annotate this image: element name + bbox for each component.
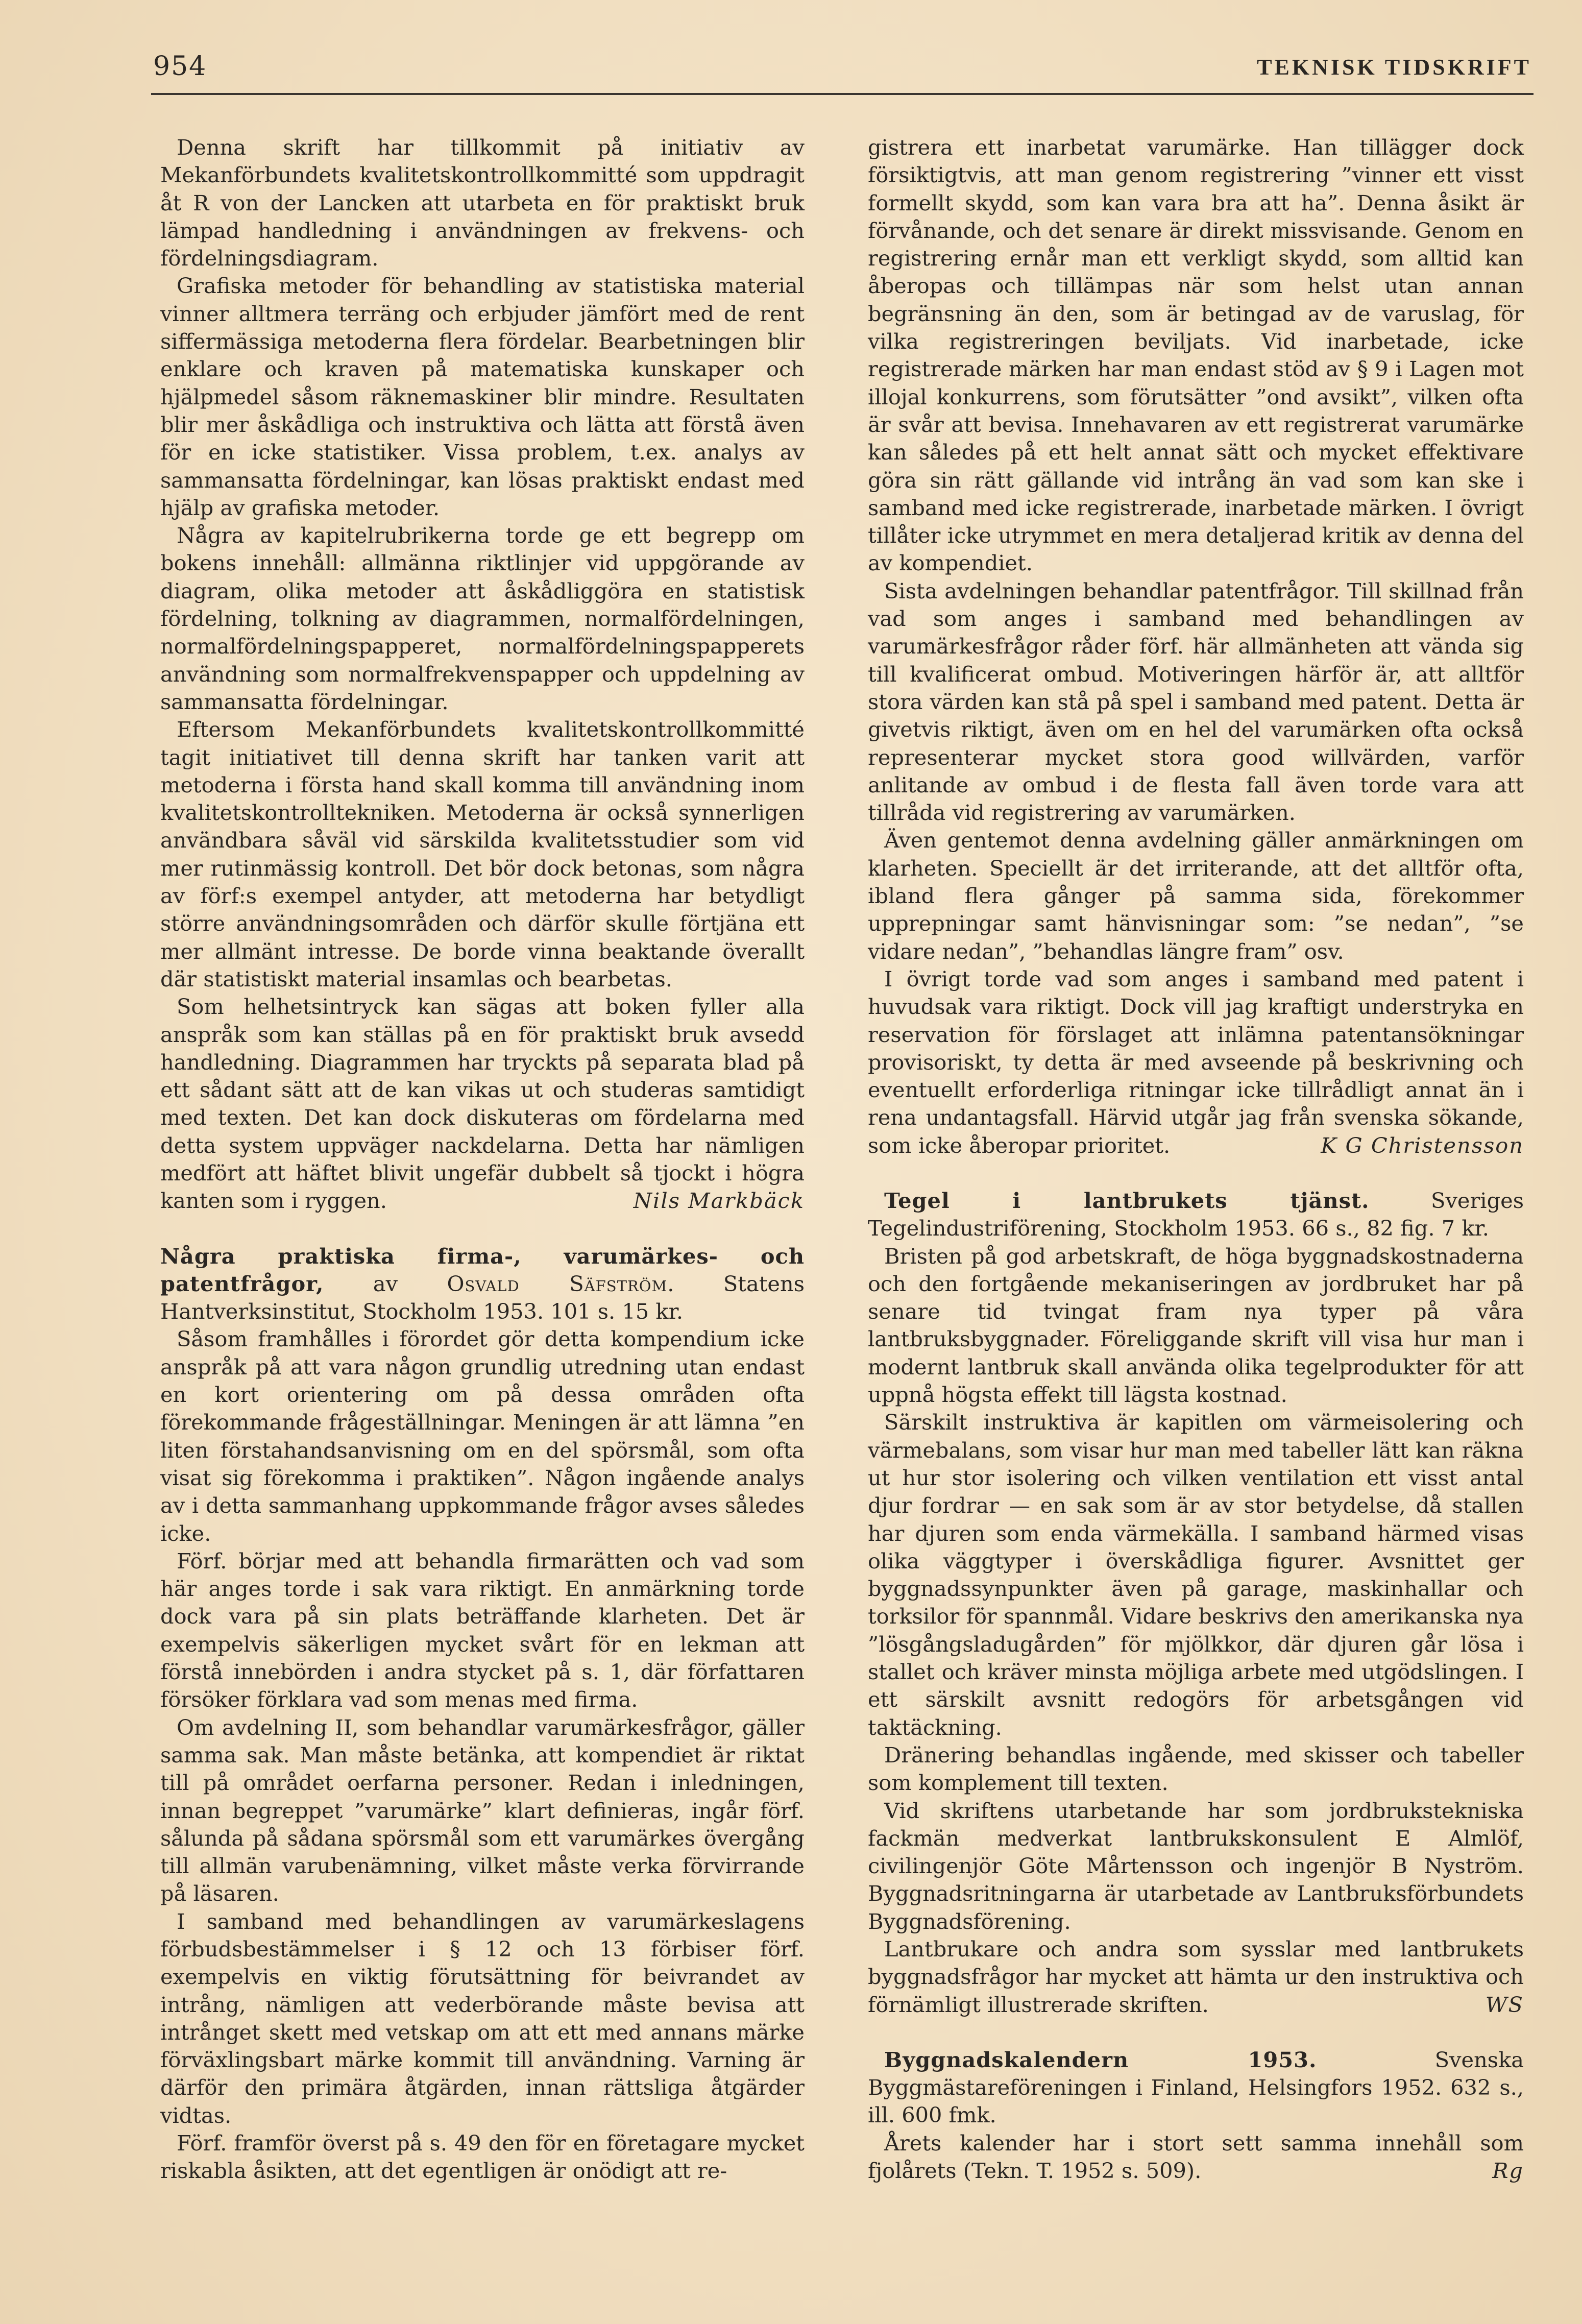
review2-paragraph: Även gentemot denna avdelning gäller anmärkningen om klarheten. Speciellt är det irriterande, att det alltför ofta, ibland flera gånger på samma sida, förekommer upprepningar samt hänvisningar som: ”se nedan”, ”se vidare nedan”, ”behandlas längre fram” osv. <box>868 828 1524 964</box>
review1-paragraph: Eftersom Mekanförbundets kvalitetskontrollkommitté tagit initiativet till denna skrift har tanken varit att metoderna i första hand skall komma till användning inom kvalitetskontrolltekniken. Metoderna är också synnerligen användbara såväl vid särskilda kvalitetsstudier som vid mer rutinmässig kontroll. Det bör dock betonas, som några av förf:s exempel antyder, att metoderna har betydligt större användningsområden och därför skulle förtjäna ett mer allmänt intresse. De borde vinna beaktande överallt där statistiskt material insamlas och bearbetas. <box>160 717 805 991</box>
review3-paragraph: Vid skriftens utarbetande har som jordbrukstekniska fackmän medverkat lantbrukskonsulent E Almlöf, civilingenjör Göte Mårtensson och ingenjör B Nyström. Byggnadsritningarna är utarbetade av Lantbruksförbundets Byggnadsförening. <box>868 1798 1524 1934</box>
review2-paragraph <box>868 965 1524 1159</box>
review1-paragraph: Grafiska metoder för behandling av statistiska material vinner alltmera terräng och erbjuder jämfört med de rent siffermässiga metoderna flera fördelar. Bearbetningen blir enklare och kraven på matematiska kunskaper och hjälpmedel såsom räknemaskiner blir mindre. Resultaten blir mer åskådliga och instruktiva och lätta att förstå även för en icke statistiker. Vissa problem, t.ex. analys av sammansatta fördelningar, kan lösas praktiskt endast med hjälp av grafiska metoder. <box>160 273 805 520</box>
review1-text: Som helhetsintryck kan sägas att boken fyller alla anspråk som kan ställas på en för praktiskt bruk avsedd handledning. Diagrammen har tryckts på separata blad på ett sådant sätt att de kan vikas ut och studeras samtidigt med texten. Det kan dock diskuteras om fördelarna med detta system uppväger nackdelarna. Detta har nämligen medfört att häftet blivit ungefär dubbelt så tjockt i högra kanten som i ryggen. <box>160 994 805 1214</box>
review2-info: . Statens Hantverksinstitut, Stockholm 1953. 101 s. 15 kr. <box>160 1271 805 1324</box>
review3-info: Sveriges Tegelindustriförening, Stockholm 1953. 66 s., 82 fig. 7 kr. <box>868 1188 1524 1241</box>
review1-paragraph: Denna skrift har tillkommit på initiativ av Mekanförbundets kvalitetskontrollkommitté som uppdragit åt R von der Lancken att utarbeta en för praktiskt bruk lämpad handledning i användningen av frekvens- och fördelningsdiagram. <box>160 135 805 271</box>
review4-title: Byggnadskalendern 1953. <box>884 2047 1317 2072</box>
review1-paragraph: Några av kapitelrubrikerna torde ge ett begrepp om bokens innehåll: allmänna riktlinjer vid uppgörande av diagram, olika metoder att åskådliggöra en statistisk fördelning, tolkning av diagrammen, normalfördelningen, normalfördelningspapperet, normalfördelningspapperets användning som normalfrekvenspapper och uppdelning av sammansatta fördelningar. <box>160 523 805 714</box>
review2-paragraph: Sista avdelningen behandlar patentfrågor. Till skillnad från vad som anges i samband med behandlingen av varumärkesfrågor råder förf. här allmänheten att vända sig till kvalificerat ombud. Motiveringen härför är, att alltför stora värden kan stå på spel i samband med patent. Detta är givetvis riktigt, även om en hel del varumärken ofta också representerar mycket stora good willvärden, varför anlitande av ombud i de flesta fall även torde vara att tillråda vid registrering av varumärken. <box>868 578 1524 826</box>
review2-paragraph: I samband med behandlingen av varumärkeslagens förbudsbestämmelser i § 12 och 13 förbiser förf. exempelvis en viktig förutsättning för beivrandet av intrång, nämligen att vederbörande måste bevisa att intrånget skett med vetskap om att ett med annans märke förväxlingsbart märke kommit till användning. Varning är därför den primära åtgärden, innan rättsliga åtgärder vidtas. <box>160 1908 805 2128</box>
review-separator <box>868 2019 1524 2046</box>
header-rule <box>151 93 1534 95</box>
review1-paragraph <box>160 993 805 1215</box>
review4-info: Svenska Byggmästareföreningen i Finland, Helsingfors 1952. 632 s., ill. 600 fmk. <box>868 2047 1524 2128</box>
review4-paragraph <box>868 2129 1524 2185</box>
right-column <box>868 134 1524 2185</box>
review3-paragraph <box>868 1935 1524 2019</box>
review2-title: Några praktiska firma-, varumärkes- och patentfrågor, <box>160 1243 805 1296</box>
review2-paragraph: Såsom framhålles i förordet gör detta kompendium icke anspråk på att vara någon grundlig utredning utan endast en kort orientering om på dessa områden ofta förekommande frågeställningar. Meningen är att lämna ”en liten förstahandsanvisning om en del spörsmål, som ofta visat sig förekomma i praktiken”. Någon ingående analys av i detta sammanhang uppkommande frågor avses således icke. <box>160 1326 805 1546</box>
reviewer-signature: WS <box>1485 1992 1524 2017</box>
reviewer-signature: Rg <box>1492 2158 1524 2184</box>
reviewer-signature: Nils Markbäck <box>633 1188 805 1214</box>
review3-paragraph: Bristen på god arbetskraft, de höga byggnadskostnaderna och den fortgående mekaniseringen av jordbruket har på senare tid tvingat fram nya typer på våra lantbruksbyggnader. Föreliggande skrift vill visa hur man i modernt lantbruk skall använda olika tegelprodukter för att uppnå högsta effekt till lägsta kostnad. <box>868 1243 1524 1408</box>
review4-heading <box>868 2046 1524 2129</box>
journal-title: TEKNISK TIDSKRIFT <box>1257 55 1531 80</box>
review3-paragraph: Dränering behandlas ingående, med skisser och tabeller som komplement till texten. <box>868 1742 1524 1796</box>
review2-by: av <box>373 1271 398 1296</box>
reviewer-signature: K G Christensson <box>1321 1132 1524 1158</box>
review3-text: Lantbrukare och andra som sysslar med lantbrukets byggnadsfrågor har mycket att hämta ur den instruktiva och förnämligt illustrerade skriften. <box>868 1936 1524 2017</box>
review2-paragraph: Förf. börjar med att behandla firmarätten och vad som här anges torde i sak vara riktigt. En anmärkning torde dock vara på sin plats beträffande klarheten. Det är exempelvis säkerligen mycket svårt för en lekman att förstå innebörden i andra stycket på s. 1, där författaren försöker förklara vad som menas med firma. <box>160 1548 805 1712</box>
review2-paragraph: gistrera ett inarbetat varumärke. Han tillägger dock försiktigtvis, att man genom registrering ”vinner ett visst formellt skydd, som kan vara bra att ha”. Denna åsikt är förvånande, och det senare är direkt missvisande. Genom en registrering ernår man ett verkligt skydd, som alltid kan åberopas och tillämpas när som helst utan annan begränsning än den, som är betingad av de varuslag, för vilka registreringen beviljats. Vid inarbetade, icke registrerade märken har man endast stöd av § 9 i Lagen mot illojal konkurrens, som förutsätter ”ond avsikt”, vilken ofta är svår att bevisa. Innehavaren av ett registrerat varumärke kan således på ett helt annat sätt och mycket effektivare göra sin rätt gällande vid intrång än vad som kan ske i samband med icke registrerade, inarbetade märken. I övrigt tillåter icke utrymmet en mera detaljerad kritik av denna del av kompendiet. <box>868 135 1524 576</box>
review4-text: Årets kalender har i stort sett samma innehåll som fjolårets (Tekn. T. 1952 s. 509). <box>868 2130 1524 2184</box>
review2-paragraph: Om avdelning II, som behandlar varumärkesfrågor, gäller samma sak. Man måste betänka, att kompendiet är riktat till på området oerfarna personer. Redan i inledningen, innan begreppet ”varumärke” klart definieras, ingår förf. sålunda på sådana spörsmål som ett varumärkes övergång till allmän varubenämning, vilket måste verka förvirrande på läsaren. <box>160 1714 805 1906</box>
review-separator <box>868 1159 1524 1187</box>
review3-title: Tegel i lantbrukets tjänst. <box>884 1188 1370 1213</box>
review2-paragraph: Förf. framför överst på s. 49 den för en företagare mycket riskabla åsikten, att det egentligen är onödigt att re- <box>160 2131 805 2184</box>
review-separator <box>160 1215 805 1243</box>
review2-heading <box>160 1243 805 1326</box>
page-number: 954 <box>153 51 207 82</box>
review3-paragraph: Särskilt instruktiva är kapitlen om värmeisolering och värmebalans, som visar hur man med tabeller lätt kan räkna ut hur stor isolering och vilken ventilation ett visst antal djur fordrar — en sak som är av stor betydelse, då stallen har djuren som enda värmekälla. I samband härmed visas olika väggtyper i överskådliga figurer. Avsnittet ger byggnadssynpunkter även på garage, maskinhallar och torksilor för spannmål. Vidare beskrivs den amerikanska nya ”lösgångsladugården” för mjölkkor, där djuren går lösa i stallet och kräver minsta möjliga arbete med utgödslingen. I ett särskilt avsnitt redogörs för arbetsgången vid taktäckning. <box>868 1410 1524 1740</box>
page-header <box>153 51 1531 92</box>
left-column <box>160 134 805 2185</box>
review2-author: Osvald Säfström <box>447 1271 668 1296</box>
review2-text: I övrigt torde vad som anges i samband med patent i huvudsak vara riktigt. Dock vill jag kraftigt understryka en reservation för förslaget att inlämna patentansökningar provisoriskt, ty detta är med avseende på beskrivning och eventuellt erforderliga ritningar icke tillrådligt annat än i rena undantagsfall. Härvid utgår jag från svenska sökande, som icke åberopar prioritet. <box>868 966 1524 1158</box>
review3-heading <box>868 1187 1524 1243</box>
